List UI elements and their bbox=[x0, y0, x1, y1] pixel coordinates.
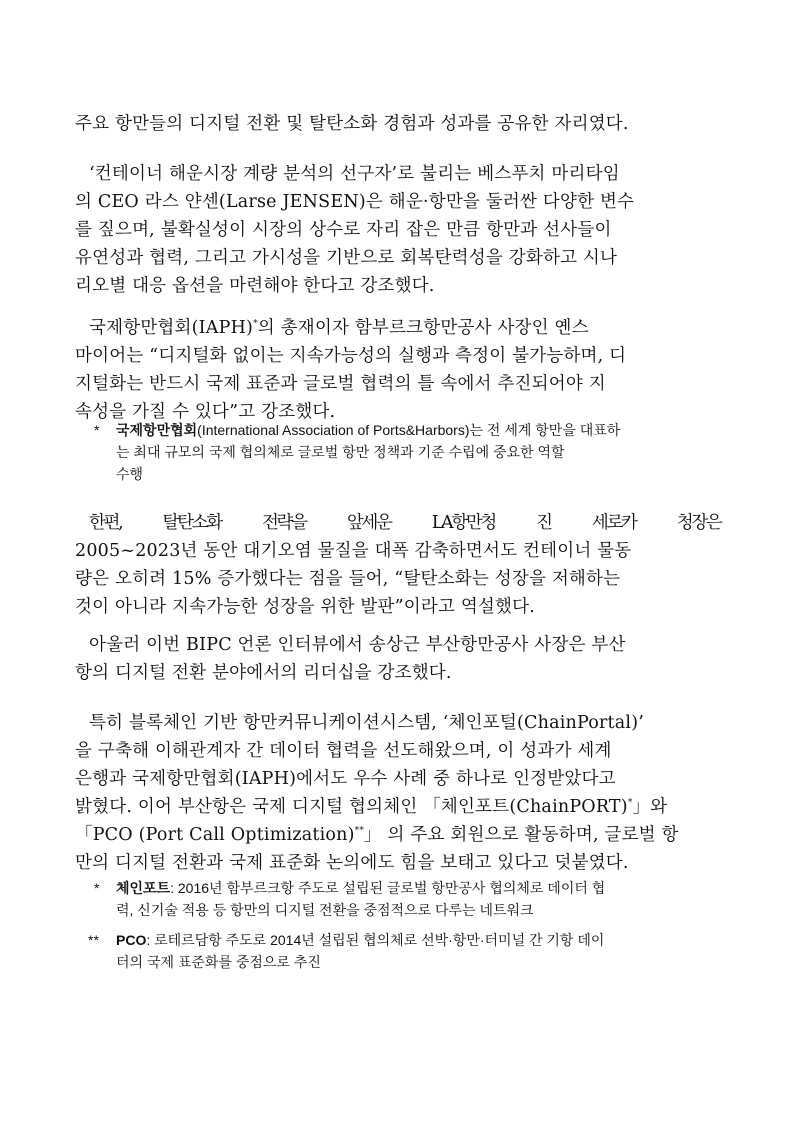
paragraph-1 bbox=[75, 110, 719, 138]
footnote-line bbox=[94, 419, 724, 441]
footnote-term: PCO bbox=[116, 932, 147, 948]
paragraph-line: 은행과 국제항만협회(IAPH)에서도 우수 사례 중 하나로 인정받았다고 bbox=[75, 769, 616, 789]
footnote-line bbox=[88, 929, 718, 951]
footnote-iaph bbox=[94, 419, 724, 485]
paragraph-line bbox=[75, 821, 719, 849]
footnote-line bbox=[94, 877, 724, 899]
paragraph-line bbox=[75, 314, 719, 342]
footnote-line: 터의 국제 표준화를 중점으로 추진 bbox=[116, 954, 321, 970]
paragraph-line: 마이어는 “디지털화 없이는 지속가능성의 실행과 측정이 불가능하며, 디 bbox=[75, 346, 627, 366]
paragraph-line: 리오별 대응 옵션을 마련해야 한다고 강조했다. bbox=[75, 276, 435, 296]
footnote-marker: * bbox=[94, 422, 100, 438]
paragraph-line: 2005~2023년 동안 대기오염 물질을 대폭 감축하면서도 컨테이너 물동 bbox=[75, 541, 632, 561]
paragraph-line: 특히 블록체인 기반 항만커뮤니케이션시스템, ‘체인포털(ChainPortal)’ bbox=[89, 713, 644, 733]
footnote-marker: ** bbox=[88, 932, 99, 948]
paragraph-line: 것이 아니라 지속가능한 성장을 위한 발판”이라고 역설했다. bbox=[75, 597, 536, 617]
paragraph-line: 주요 항만들의 디지털 전환 및 탈탄소화 경험과 성과를 공유한 자리였다. bbox=[75, 114, 629, 134]
paragraph-text: 국제항만협회(IAPH) bbox=[89, 318, 254, 338]
footnote-chainport bbox=[94, 877, 724, 921]
paragraph-text: 의 총재이자 함부르크항만공사 사장인 옌스 bbox=[257, 318, 589, 338]
paragraph-line: 량은 오히려 15% 증가했다는 점을 들어, “탈탄소화는 성장을 저해하는 bbox=[75, 569, 621, 589]
paragraph-line: ‘컨테이너 해운시장 계량 분석의 선구자’로 불리는 베스푸치 마리타임 bbox=[89, 164, 620, 184]
footnote-text: (International Association of Ports&Harbors)는 전 세계 항만을 대표하 bbox=[197, 422, 621, 438]
footnote-text: : 로테르담항 주도로 2014년 설립된 협의체로 선박·항만·터미널 간 기항 데이 bbox=[146, 932, 605, 948]
paragraph-line: 한편, 탈탄소화 전략을 앞세운 LA항만청 진 세로카 청장은 bbox=[89, 513, 721, 533]
paragraph-2 bbox=[75, 160, 719, 300]
paragraph-text: 밝혔다. 이어 부산항은 국제 디지털 협의체인 「체인포트(ChainPORT) bbox=[75, 797, 628, 817]
paragraph-line: 지털화는 반드시 국제 표준과 글로벌 협력의 틀 속에서 추진되어야 지 bbox=[75, 374, 606, 394]
paragraph-line: 를 짚으며, 불확실성이 시장의 상수로 자리 잡은 만큼 항만과 선사들이 bbox=[75, 220, 612, 240]
paragraph-text: 「PCO (Port Call Optimization) bbox=[75, 825, 355, 845]
footnote-marker: ** bbox=[354, 826, 365, 836]
footnote-text: : 2016년 함부르크항 주도로 설립된 글로벌 항만공사 협의체로 데이터 협 bbox=[170, 880, 606, 896]
footnote-marker: * bbox=[627, 798, 633, 808]
paragraph-text: 」 의 주요 회원으로 활동하며, 글로벌 항 bbox=[364, 825, 679, 845]
footnote-term: 체인포트 bbox=[116, 880, 171, 896]
paragraph-line bbox=[75, 793, 719, 821]
paragraph-line: 유연성과 협력, 그리고 가시성을 기반으로 회복탄력성을 강화하고 시나 bbox=[75, 248, 618, 268]
paragraph-line: 속성을 가질 수 있다”고 강조했다. bbox=[75, 402, 336, 422]
paragraph-line: 아울러 이번 BIPC 언론 인터뷰에서 송상근 부산항만공사 사장은 부산 bbox=[89, 635, 626, 655]
paragraph-4 bbox=[75, 509, 719, 621]
paragraph-6 bbox=[75, 709, 719, 877]
paragraph-text: 」와 bbox=[632, 797, 668, 817]
paragraph-line: 만의 디지털 전환과 국제 표준화 논의에도 힘을 보태고 있다고 덧붙였다. bbox=[75, 853, 629, 873]
paragraph-line: 항의 디지털 전환 분야에서의 리더십을 강조했다. bbox=[75, 663, 452, 683]
footnote-marker: * bbox=[253, 319, 258, 329]
footnote-term: 국제항만협회 bbox=[116, 422, 198, 438]
paragraph-line: 의 CEO 라스 얀센(Larse JENSEN)은 해운·항만을 둘러싼 다양한 변수 bbox=[75, 192, 635, 212]
footnote-pco bbox=[88, 929, 718, 973]
paragraph-5 bbox=[75, 631, 719, 687]
footnote-marker: * bbox=[94, 880, 100, 896]
footnote-line: 수행 bbox=[116, 466, 144, 482]
footnote-line: 는 최대 규모의 국제 협의체로 글로벌 항만 정책과 기준 수립에 중요한 역할 bbox=[116, 444, 565, 460]
footnote-line: 력, 신기술 적용 등 항만의 디지털 전환을 중점적으로 다루는 네트워크 bbox=[116, 902, 534, 918]
paragraph-3 bbox=[75, 314, 719, 426]
paragraph-line: 을 구축해 이해관계자 간 데이터 협력을 선도해왔으며, 이 성과가 세계 bbox=[75, 741, 612, 761]
